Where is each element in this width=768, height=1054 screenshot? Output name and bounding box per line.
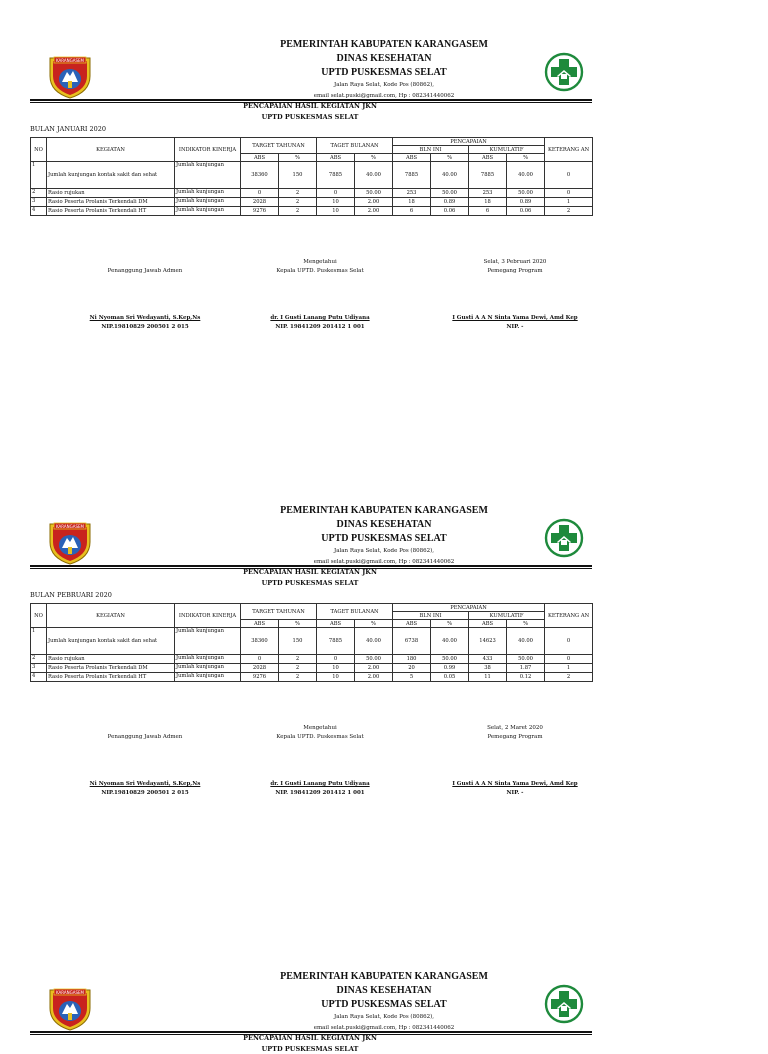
cell-k-pct: 0.06 xyxy=(507,207,545,216)
mid-name: dr. I Gusti Lanang Putu Udiyana xyxy=(270,781,370,787)
crest-label: KARANGASEM xyxy=(56,523,84,529)
cell-kegiatan: Rasio Peserta Prolanis Terkendali DM xyxy=(47,198,175,207)
letterhead xyxy=(0,504,768,568)
cell-no: 3 xyxy=(31,664,47,673)
cell-k-pct: 50.00 xyxy=(507,655,545,664)
cell-k-pct: 0.12 xyxy=(507,673,545,682)
cell-bi-pct: 40.00 xyxy=(431,628,469,655)
col-pct: % xyxy=(279,620,317,628)
col-no: NO xyxy=(31,604,47,628)
mid-role: Kepala UPTD. Puskesmas Selat xyxy=(276,268,364,274)
right-role: Pemegang Program xyxy=(487,268,543,274)
cell-no: 4 xyxy=(31,207,47,216)
cell-ket: 2 xyxy=(545,207,593,216)
signature-left xyxy=(85,267,205,332)
cell-indikator: Jumlah kunjungan xyxy=(175,189,241,198)
cell-tt-pct: 150 xyxy=(279,628,317,655)
cell-tt-pct: 2 xyxy=(279,673,317,682)
cell-k-abs: 6 xyxy=(469,207,507,216)
right-nip: NIP. - xyxy=(506,790,524,796)
cell-tb-abs: 10 xyxy=(317,198,355,207)
mid-nip: NIP. 19841209 201412 1 001 xyxy=(275,790,365,796)
report-subtitle: UPTD PUSKESMAS SELAT xyxy=(261,1045,359,1053)
crest-label: KARANGASEM xyxy=(56,57,84,63)
cell-kegiatan: Rasio Peserta Prolanis Terkendali HT xyxy=(47,673,175,682)
table-row xyxy=(31,162,593,189)
report-title: PENCAPAIAN HASIL KEGIATAN JKN xyxy=(243,102,377,110)
report-month: BULAN PEBRUARI 2020 xyxy=(30,591,112,599)
cell-tb-abs: 7885 xyxy=(317,162,355,189)
cell-tb-abs: 0 xyxy=(317,655,355,664)
cell-kegiatan: Rasio rujukan xyxy=(47,189,175,198)
left-role: Penanggung Jawab Admen xyxy=(107,734,183,740)
col-bln-ini: BLN INI xyxy=(393,612,469,620)
letterhead-line-1: PEMERINTAH KABUPATEN KARANGASEM xyxy=(280,39,488,50)
col-kegiatan: KEGIATAN xyxy=(47,138,175,162)
cell-indikator: Jumlah kunjungan xyxy=(175,207,241,216)
col-pencapaian: PENCAPAIAN xyxy=(393,604,545,612)
left-nip: NIP.19810829 200501 2 015 xyxy=(101,790,189,796)
col-abs: ABS xyxy=(393,154,431,162)
col-keterangan: KETERANG AN xyxy=(545,604,593,628)
address-line-2: email selat.puski@gmail.com, Hp : 082341440062 xyxy=(313,1025,455,1031)
right-name: I Gusti A A N Sinta Yama Dewi, Amd Kep xyxy=(452,315,578,321)
col-pct: % xyxy=(355,620,393,628)
crest-label: KARANGASEM xyxy=(56,989,84,995)
cell-bi-pct: 0.05 xyxy=(431,673,469,682)
cell-indikator: Jumlah kunjungan xyxy=(175,628,241,655)
cell-tt-abs: 0 xyxy=(241,189,279,198)
cell-tb-pct: 2.00 xyxy=(355,673,393,682)
cell-indikator: Jumlah kunjungan xyxy=(175,162,241,189)
cell-bi-abs: 6738 xyxy=(393,628,431,655)
letterhead-line-2: DINAS KESEHATAN xyxy=(336,985,432,996)
table-row xyxy=(31,628,593,655)
cell-tt-pct: 2 xyxy=(279,198,317,207)
cell-indikator: Jumlah kunjungan xyxy=(175,655,241,664)
letterhead-line-2: DINAS KESEHATAN xyxy=(336,519,432,530)
signature-right xyxy=(440,258,590,332)
report-title: PENCAPAIAN HASIL KEGIATAN JKN xyxy=(243,568,377,576)
letterhead-line-3: UPTD PUSKESMAS SELAT xyxy=(321,533,447,544)
cell-no: 3 xyxy=(31,198,47,207)
col-abs: ABS xyxy=(317,620,355,628)
cell-k-pct: 1.87 xyxy=(507,664,545,673)
cell-bi-abs: 5 xyxy=(393,673,431,682)
cell-bi-pct: 50.00 xyxy=(431,655,469,664)
cell-no: 2 xyxy=(31,655,47,664)
letterhead-line-3: UPTD PUSKESMAS SELAT xyxy=(321,67,447,78)
cell-k-pct: 50.00 xyxy=(507,189,545,198)
col-pct: % xyxy=(355,154,393,162)
table-row xyxy=(31,189,593,198)
cell-tt-pct: 150 xyxy=(279,162,317,189)
cell-tb-abs: 0 xyxy=(317,189,355,198)
achievement-table xyxy=(30,137,593,216)
cell-no: 1 xyxy=(31,628,47,655)
letterhead-line-1: PEMERINTAH KABUPATEN KARANGASEM xyxy=(280,505,488,516)
address-line-2: email selat.puski@gmail.com, Hp : 082341440062 xyxy=(313,559,455,565)
cell-bi-abs: 180 xyxy=(393,655,431,664)
table-row xyxy=(31,207,593,216)
col-pct: % xyxy=(507,154,545,162)
cell-no: 1 xyxy=(31,162,47,189)
cell-tt-pct: 2 xyxy=(279,207,317,216)
cell-tt-abs: 0 xyxy=(241,655,279,664)
cell-k-abs: 38 xyxy=(469,664,507,673)
cell-k-abs: 433 xyxy=(469,655,507,664)
cell-tt-abs: 9276 xyxy=(241,207,279,216)
report-subtitle: UPTD PUSKESMAS SELAT xyxy=(261,113,359,121)
col-pct: % xyxy=(279,154,317,162)
cell-k-pct: 40.00 xyxy=(507,162,545,189)
cell-no: 2 xyxy=(31,189,47,198)
cell-tb-abs: 7885 xyxy=(317,628,355,655)
col-kegiatan: KEGIATAN xyxy=(47,604,175,628)
cell-k-abs: 18 xyxy=(469,198,507,207)
cell-bi-abs: 7885 xyxy=(393,162,431,189)
col-abs: ABS xyxy=(241,154,279,162)
cell-tb-pct: 50.00 xyxy=(355,655,393,664)
cell-tb-pct: 2.00 xyxy=(355,207,393,216)
col-target-tahunan: TARGET TAHUNAN xyxy=(241,604,317,620)
left-role: Penanggung Jawab Admen xyxy=(107,268,183,274)
right-date: Selat, 2 Maret 2020 xyxy=(487,725,543,731)
cell-ket: 0 xyxy=(545,655,593,664)
signature-left xyxy=(85,733,205,798)
cell-tt-pct: 2 xyxy=(279,189,317,198)
left-nip: NIP.19810829 200501 2 015 xyxy=(101,324,189,330)
cell-kegiatan: Rasio Peserta Prolanis Terkendali DM xyxy=(47,664,175,673)
cell-kegiatan: Rasio Peserta Prolanis Terkendali HT xyxy=(47,207,175,216)
cell-kegiatan: Jumlah kunjungan kontak sakit dan sehat xyxy=(47,162,175,189)
cell-k-abs: 7885 xyxy=(469,162,507,189)
table-row xyxy=(31,673,593,682)
cell-ket: 1 xyxy=(545,664,593,673)
col-pencapaian: PENCAPAIAN xyxy=(393,138,545,146)
mid-name: dr. I Gusti Lanang Putu Udiyana xyxy=(270,315,370,321)
cell-bi-pct: 50.00 xyxy=(431,189,469,198)
cell-ket: 0 xyxy=(545,628,593,655)
col-kumulatif: KUMULATIF xyxy=(469,146,545,154)
cell-kegiatan: Rasio rujukan xyxy=(47,655,175,664)
cell-bi-pct: 0.06 xyxy=(431,207,469,216)
cell-no: 4 xyxy=(31,673,47,682)
cell-tt-abs: 38360 xyxy=(241,162,279,189)
cell-tb-pct: 2.00 xyxy=(355,198,393,207)
col-pct: % xyxy=(507,620,545,628)
cell-indikator: Jumlah kunjungan xyxy=(175,664,241,673)
left-name: Ni Nyoman Sri Wedayanti, S.Kep,Ns xyxy=(89,781,201,787)
right-name: I Gusti A A N Sinta Yama Dewi, Amd Kep xyxy=(452,781,578,787)
cell-indikator: Jumlah kunjungan xyxy=(175,673,241,682)
col-indikator: INDIKATOR KINERJA xyxy=(175,138,241,162)
cell-tt-abs: 38360 xyxy=(241,628,279,655)
cell-bi-abs: 253 xyxy=(393,189,431,198)
address-line-1: Jalan Raya Selat, Kode Pos (80862), xyxy=(334,82,434,88)
col-indikator: INDIKATOR KINERJA xyxy=(175,604,241,628)
col-abs: ABS xyxy=(241,620,279,628)
mid-role: Kepala UPTD. Puskesmas Selat xyxy=(276,734,364,740)
report-subtitle: UPTD PUSKESMAS SELAT xyxy=(261,579,359,587)
right-date: Selat, 3 Pebruari 2020 xyxy=(483,259,547,265)
cell-tt-abs: 2028 xyxy=(241,198,279,207)
signature-middle xyxy=(255,258,385,332)
mid-top: Mengetahui xyxy=(303,725,337,731)
cell-k-pct: 40.00 xyxy=(507,628,545,655)
cell-bi-pct: 0.89 xyxy=(431,198,469,207)
col-no: NO xyxy=(31,138,47,162)
col-abs: ABS xyxy=(317,154,355,162)
col-kumulatif: KUMULATIF xyxy=(469,612,545,620)
col-pct: % xyxy=(431,620,469,628)
col-target-bulanan: TAGET BULANAN xyxy=(317,604,393,620)
signature-right xyxy=(440,724,590,798)
table-row xyxy=(31,655,593,664)
cell-k-abs: 11 xyxy=(469,673,507,682)
cell-indikator: Jumlah kunjungan xyxy=(175,198,241,207)
cell-tb-pct: 50.00 xyxy=(355,189,393,198)
cell-bi-abs: 20 xyxy=(393,664,431,673)
col-abs: ABS xyxy=(393,620,431,628)
report-month: BULAN JANUARI 2020 xyxy=(30,125,107,133)
letterhead xyxy=(0,38,768,102)
cell-tb-pct: 40.00 xyxy=(355,162,393,189)
address-line-1: Jalan Raya Selat, Kode Pos (80862), xyxy=(334,1014,434,1020)
table-row xyxy=(31,198,593,207)
col-target-tahunan: TARGET TAHUNAN xyxy=(241,138,317,154)
mid-top: Mengetahui xyxy=(303,259,337,265)
address-line-1: Jalan Raya Selat, Kode Pos (80862), xyxy=(334,548,434,554)
cell-bi-abs: 18 xyxy=(393,198,431,207)
letterhead-line-1: PEMERINTAH KABUPATEN KARANGASEM xyxy=(280,971,488,982)
cell-tt-pct: 2 xyxy=(279,655,317,664)
table-row xyxy=(31,664,593,673)
cell-k-abs: 253 xyxy=(469,189,507,198)
report-title: PENCAPAIAN HASIL KEGIATAN JKN xyxy=(243,1034,377,1042)
col-bln-ini: BLN INI xyxy=(393,146,469,154)
cell-tb-pct: 40.00 xyxy=(355,628,393,655)
mid-nip: NIP. 19841209 201412 1 001 xyxy=(275,324,365,330)
col-target-bulanan: TAGET BULANAN xyxy=(317,138,393,154)
cell-tb-abs: 10 xyxy=(317,207,355,216)
col-keterangan: KETERANG AN xyxy=(545,138,593,162)
cell-ket: 1 xyxy=(545,198,593,207)
right-nip: NIP. - xyxy=(506,324,524,330)
letterhead-line-3: UPTD PUSKESMAS SELAT xyxy=(321,999,447,1010)
cell-tb-abs: 10 xyxy=(317,673,355,682)
cell-tb-pct: 2.00 xyxy=(355,664,393,673)
cell-tt-pct: 2 xyxy=(279,664,317,673)
cell-ket: 2 xyxy=(545,673,593,682)
col-pct: % xyxy=(431,154,469,162)
cell-tb-abs: 10 xyxy=(317,664,355,673)
cell-bi-abs: 6 xyxy=(393,207,431,216)
cell-kegiatan: Jumlah kunjungan kontak sakit dan sehat xyxy=(47,628,175,655)
cell-bi-pct: 0.99 xyxy=(431,664,469,673)
col-abs: ABS xyxy=(469,620,507,628)
cell-ket: 0 xyxy=(545,162,593,189)
cell-k-pct: 0.89 xyxy=(507,198,545,207)
cell-ket: 0 xyxy=(545,189,593,198)
cell-tt-abs: 2028 xyxy=(241,664,279,673)
address-line-2: email selat.puski@gmail.com, Hp : 082341440062 xyxy=(313,93,455,99)
right-role: Pemegang Program xyxy=(487,734,543,740)
achievement-table xyxy=(30,603,593,682)
letterhead xyxy=(0,970,768,1034)
col-abs: ABS xyxy=(469,154,507,162)
left-name: Ni Nyoman Sri Wedayanti, S.Kep,Ns xyxy=(89,315,201,321)
cell-bi-pct: 40.00 xyxy=(431,162,469,189)
cell-tt-abs: 9276 xyxy=(241,673,279,682)
signature-middle xyxy=(255,724,385,798)
cell-k-abs: 14623 xyxy=(469,628,507,655)
letterhead-line-2: DINAS KESEHATAN xyxy=(336,53,432,64)
